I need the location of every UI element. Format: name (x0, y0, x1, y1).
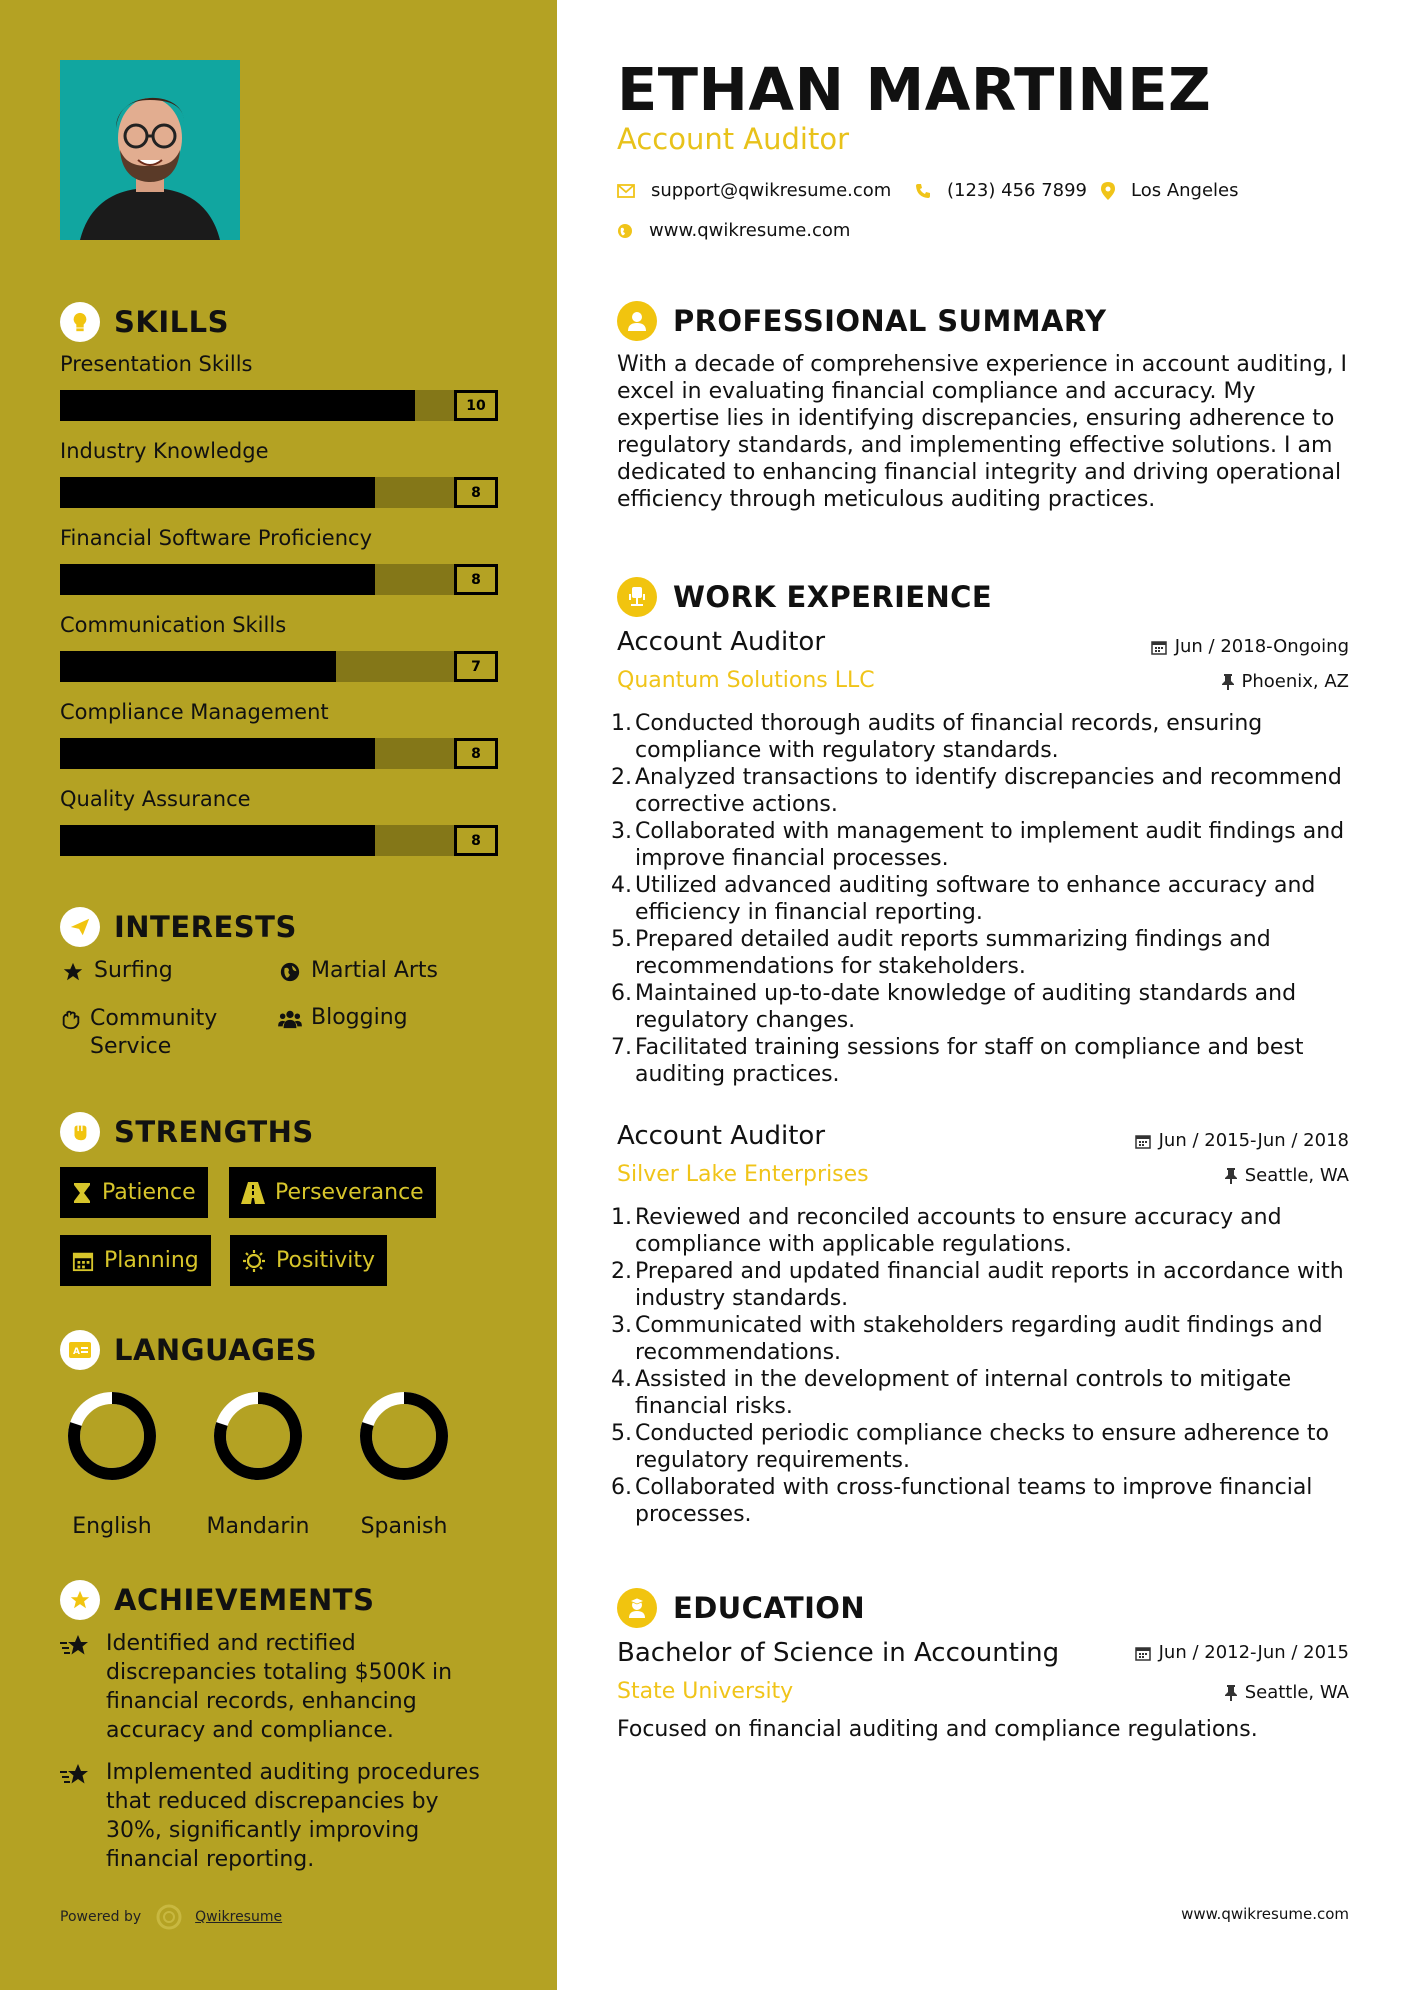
interest-item (60, 1005, 260, 1061)
job-title: Account Auditor (617, 627, 826, 657)
skill-bar-fill (60, 825, 375, 856)
achievement-item (60, 1629, 500, 1745)
skill-bar (60, 738, 498, 769)
job-dates (1135, 1130, 1349, 1151)
experience-title: WORK EXPERIENCE (673, 580, 993, 614)
star-icon (60, 958, 86, 983)
powered-by (60, 1903, 282, 1931)
achievement-text: Implemented auditing procedures that reduced discrepancies by 30%, significantly improving financial reporting. (106, 1760, 480, 1872)
experience-heading (617, 577, 992, 617)
envelope-icon (617, 184, 635, 198)
interest-item (277, 958, 438, 983)
skill-bar (60, 564, 498, 595)
strengths-heading (60, 1112, 314, 1152)
candidate-role: Account Auditor (617, 122, 850, 156)
skill-item (60, 787, 498, 856)
language-item (344, 1388, 464, 1539)
skill-name: Presentation Skills (60, 352, 253, 376)
job-dates-text: Jun / 2015-Jun / 2018 (1158, 1130, 1349, 1151)
summary-text: With a decade of comprehensive experience in account auditing, I excel in evaluating financial compliance and accuracy. My expertise lies in identifying discrepancies, ensuring adherence to regulatory standards, and implementing effective solutions. I am dedicated to enhancing financial integrity and driving operational efficiency through meticulous auditing practices. (617, 352, 1348, 512)
education-heading (617, 1588, 865, 1628)
interest-label: Blogging (311, 1005, 408, 1030)
languages-heading (60, 1330, 317, 1370)
pushpin-icon (1225, 1685, 1237, 1701)
hand-icon (60, 1005, 82, 1030)
achievements-title: ACHIEVEMENTS (114, 1583, 375, 1617)
strength-badge (230, 1235, 387, 1286)
skill-item (60, 613, 498, 682)
job-location-text: Seattle, WA (1244, 1165, 1349, 1186)
language-ring (210, 1388, 306, 1484)
star-badge-icon (60, 1580, 100, 1620)
languages-title: LANGUAGES (114, 1333, 318, 1367)
degree-title: Bachelor of Science in Accounting (617, 1638, 1060, 1668)
hourglass-icon (72, 1181, 92, 1205)
skill-score: 7 (454, 651, 498, 682)
contact-website[interactable] (617, 220, 850, 241)
skill-bar (60, 651, 498, 682)
job-dates (1151, 636, 1349, 657)
skills-heading (60, 302, 229, 342)
pushpin-icon (1225, 1168, 1237, 1184)
email-text: support@qwikresume.com (651, 180, 892, 201)
location-text: Los Angeles (1131, 180, 1239, 201)
skill-item (60, 700, 498, 769)
globe-icon (617, 223, 633, 239)
skill-bar-fill (60, 477, 375, 508)
strength-badge (60, 1235, 211, 1286)
education-dates-text: Jun / 2012-Jun / 2015 (1158, 1642, 1349, 1663)
job-duties-list (611, 710, 1355, 1088)
job-location (1225, 1165, 1349, 1186)
candidate-name: ETHAN MARTINEZ (617, 55, 1212, 124)
list-item: 1. Reviewed and reconciled accounts to ensure accuracy and compliance with applicable regulations. (611, 1205, 1282, 1257)
education-title: EDUCATION (673, 1591, 866, 1625)
skill-score: 8 (454, 564, 498, 595)
skill-name: Quality Assurance (60, 787, 251, 811)
list-item: 5. Prepared detailed audit reports summarizing findings and recommendations for stakeholders. (611, 927, 1271, 979)
interest-item (277, 1005, 408, 1030)
shooting-star-icon (60, 1758, 96, 1874)
skill-score: 10 (454, 390, 498, 421)
calendar-icon (1135, 1645, 1151, 1661)
skill-bar-fill (60, 738, 375, 769)
education-location (1225, 1682, 1349, 1703)
skill-bar (60, 390, 498, 421)
strength-label: Perseverance (275, 1180, 424, 1205)
education-location-text: Seattle, WA (1244, 1682, 1349, 1703)
school-name: State University (617, 1679, 794, 1704)
shooting-star-icon (60, 1629, 96, 1745)
language-label: Spanish (360, 1514, 448, 1539)
phone-icon (915, 183, 931, 199)
interest-label: Surfing (94, 958, 173, 983)
skill-name: Financial Software Proficiency (60, 526, 373, 550)
fist-icon (60, 1112, 100, 1152)
interest-label: Martial Arts (311, 958, 439, 983)
strength-badge (60, 1167, 208, 1218)
skill-bar-fill (60, 651, 336, 682)
skill-name: Communication Skills (60, 613, 287, 637)
user-icon (617, 301, 657, 341)
job-location (1222, 671, 1350, 692)
language-card-icon (60, 1330, 100, 1370)
job-location-text: Phoenix, AZ (1241, 671, 1349, 692)
list-item: 7. Facilitated training sessions for staff on compliance and best auditing practices. (611, 1035, 1304, 1087)
achievement-item (60, 1758, 500, 1874)
strength-label: Planning (104, 1248, 199, 1273)
job-title: Account Auditor (617, 1121, 826, 1151)
globe-icon (277, 958, 303, 983)
list-item: 4. Utilized advanced auditing software to enhance accuracy and efficiency in financial reporting. (611, 873, 1316, 925)
list-item: 6. Maintained up-to-date knowledge of auditing standards and regulatory changes. (611, 981, 1297, 1033)
contact-location (1101, 180, 1239, 201)
education-dates (1135, 1642, 1349, 1663)
education-description: Focused on financial auditing and compliance regulations. (617, 1717, 1258, 1742)
interest-item (60, 958, 173, 983)
skill-score: 8 (454, 825, 498, 856)
pushpin-icon (1222, 674, 1234, 690)
list-item: 3. Communicated with stakeholders regarding audit findings and recommendations. (611, 1313, 1323, 1365)
summary-title: PROFESSIONAL SUMMARY (673, 304, 1107, 338)
language-item (52, 1388, 172, 1539)
paper-plane-icon (60, 907, 100, 947)
skill-score: 8 (454, 477, 498, 508)
skill-score: 8 (454, 738, 498, 769)
skills-title: SKILLS (114, 305, 229, 339)
achievements-heading (60, 1580, 374, 1620)
strength-label: Patience (102, 1180, 196, 1205)
footer-url[interactable]: www.qwikresume.com (1181, 1905, 1349, 1923)
qwikresume-logo-icon (155, 1903, 183, 1931)
contact-email[interactable] (617, 180, 891, 201)
skill-bar-fill (60, 390, 415, 421)
language-label: English (72, 1514, 152, 1539)
list-item: 5. Conducted periodic compliance checks to ensure adherence to regulatory requirements. (611, 1421, 1329, 1473)
skill-item (60, 439, 498, 508)
office-chair-icon (617, 577, 657, 617)
job-dates-text: Jun / 2018-Ongoing (1174, 636, 1349, 657)
interests-title: INTERESTS (114, 910, 297, 944)
skill-name: Industry Knowledge (60, 439, 269, 463)
job-duties-list (611, 1204, 1355, 1528)
website-text: www.qwikresume.com (649, 220, 851, 241)
language-ring (64, 1388, 160, 1484)
language-item (198, 1388, 318, 1539)
skill-bar-fill (60, 564, 375, 595)
svg-text:A: A (73, 1347, 80, 1357)
interests-heading (60, 907, 297, 947)
phone-text: (123) 456 7899 (947, 180, 1088, 201)
strength-label: Positivity (276, 1248, 376, 1273)
calendar-icon (1151, 639, 1167, 655)
map-pin-icon (1101, 182, 1115, 200)
sidebar (0, 0, 557, 1990)
qwikresume-link[interactable]: Qwikresume (195, 1909, 283, 1925)
job-company: Quantum Solutions LLC (617, 668, 875, 693)
achievement-text: Identified and rectified discrepancies totaling $500K in financial records, enhancing accuracy and compliance. (106, 1631, 453, 1743)
job-company: Silver Lake Enterprises (617, 1162, 869, 1187)
road-icon (241, 1182, 265, 1204)
graduate-icon (617, 1588, 657, 1628)
skill-bar (60, 477, 498, 508)
calendar-icon (72, 1250, 94, 1272)
skill-name: Compliance Management (60, 700, 329, 724)
profile-photo (60, 60, 240, 240)
list-item: 2. Analyzed transactions to identify discrepancies and recommend corrective actions. (611, 765, 1342, 817)
lightbulb-icon (60, 302, 100, 342)
list-item: 2. Prepared and updated financial audit reports in accordance with industry standards. (611, 1259, 1344, 1311)
list-item: 3. Collaborated with management to implement audit findings and improve financial processes. (611, 819, 1345, 871)
list-item: 1. Conducted thorough audits of financial records, ensuring compliance with regulatory standards. (611, 711, 1263, 763)
skill-bar (60, 825, 498, 856)
language-label: Mandarin (206, 1514, 310, 1539)
skill-item (60, 352, 498, 421)
language-ring (356, 1388, 452, 1484)
strengths-title: STRENGTHS (114, 1115, 314, 1149)
summary-heading (617, 301, 1106, 341)
strength-badge (229, 1167, 436, 1218)
list-item: 4. Assisted in the development of internal controls to mitigate financial risks. (611, 1367, 1292, 1419)
calendar-icon (1135, 1133, 1151, 1149)
powered-by-text: Powered by (60, 1909, 142, 1925)
users-icon (277, 1005, 303, 1030)
interest-label: Community Service (90, 1006, 218, 1059)
list-item: 6. Collaborated with cross-functional teams to improve financial processes. (611, 1475, 1313, 1527)
skill-item (60, 526, 498, 595)
sun-icon (242, 1249, 266, 1273)
contact-phone[interactable] (915, 180, 1087, 201)
